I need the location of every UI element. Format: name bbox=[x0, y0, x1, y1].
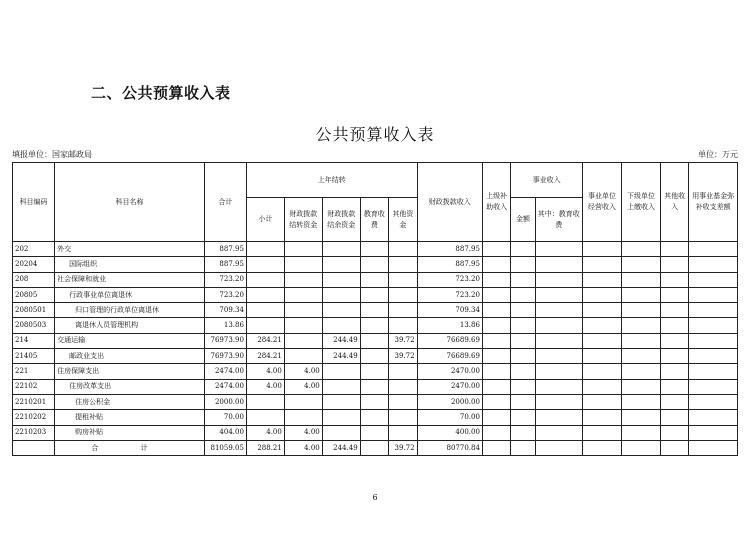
cell-carry-fiscal bbox=[284, 333, 322, 348]
cell-empty bbox=[660, 394, 688, 409]
cell-empty bbox=[621, 303, 660, 318]
cell-empty bbox=[660, 410, 688, 425]
cell-carry-other bbox=[389, 425, 417, 440]
cell-carry-subtotal: 284.21 bbox=[246, 333, 284, 348]
cell-empty bbox=[511, 257, 535, 272]
cell-empty bbox=[535, 272, 582, 287]
cell-empty bbox=[482, 425, 510, 440]
table-row bbox=[13, 257, 738, 272]
cell-carry-fiscal bbox=[284, 287, 322, 302]
cell-name: 国际组织 bbox=[55, 257, 205, 272]
table-row bbox=[13, 318, 738, 333]
cell-total: 76973.90 bbox=[204, 333, 246, 348]
table-row bbox=[13, 242, 738, 257]
total-label: 合 计 bbox=[55, 440, 205, 455]
header-total: 合计 bbox=[204, 163, 246, 242]
page-number: 6 bbox=[372, 493, 378, 502]
cell-code: 202 bbox=[13, 242, 55, 257]
cell-empty bbox=[621, 349, 660, 364]
cell-empty bbox=[482, 410, 510, 425]
cell-empty bbox=[689, 257, 738, 272]
cell-empty bbox=[689, 318, 738, 333]
cell-carry-edu bbox=[360, 425, 388, 440]
cell-carry-edu bbox=[360, 394, 388, 409]
cell-empty bbox=[482, 333, 510, 348]
cell-empty bbox=[660, 333, 688, 348]
cell-empty bbox=[621, 318, 660, 333]
cell-carry-other bbox=[389, 257, 417, 272]
cell-name: 住房改革支出 bbox=[55, 379, 205, 394]
cell-total: 2474.00 bbox=[204, 379, 246, 394]
table-row bbox=[13, 333, 738, 348]
cell-carry-fiscal-balance bbox=[322, 364, 360, 379]
cell-fiscal: 80770.84 bbox=[417, 440, 482, 455]
cell-name: 提租补贴 bbox=[55, 410, 205, 425]
budget-table bbox=[12, 162, 738, 456]
table-title: 公共预算收入表 bbox=[315, 125, 435, 144]
cell-empty bbox=[482, 379, 510, 394]
cell-empty bbox=[689, 349, 738, 364]
cell-fiscal: 13.86 bbox=[417, 318, 482, 333]
table-row bbox=[13, 287, 738, 302]
cell-empty bbox=[582, 410, 621, 425]
cell-empty bbox=[482, 349, 510, 364]
cell-fiscal: 76689.69 bbox=[417, 349, 482, 364]
fill-unit: 填报单位：国家邮政局 bbox=[12, 150, 92, 159]
cell-code: 2210202 bbox=[13, 410, 55, 425]
table-row bbox=[13, 349, 738, 364]
cell-fiscal: 400.00 bbox=[417, 425, 482, 440]
cell-empty bbox=[482, 257, 510, 272]
cell-carry-other: 39.72 bbox=[389, 349, 417, 364]
cell-empty bbox=[660, 425, 688, 440]
header-carry-fiscal: 财政拨款结转资金 bbox=[284, 198, 322, 242]
cell-carry-fiscal bbox=[284, 394, 322, 409]
cell-total: 81059.05 bbox=[204, 440, 246, 455]
cell-carry-fiscal bbox=[284, 303, 322, 318]
cell-empty bbox=[621, 394, 660, 409]
cell-total: 13.86 bbox=[204, 318, 246, 333]
cell-empty bbox=[660, 242, 688, 257]
cell-carry-edu bbox=[360, 333, 388, 348]
table-row bbox=[13, 379, 738, 394]
cell-code: 221 bbox=[13, 364, 55, 379]
cell-empty bbox=[621, 425, 660, 440]
cell-empty bbox=[482, 440, 510, 455]
cell-empty bbox=[582, 287, 621, 302]
cell-empty bbox=[535, 333, 582, 348]
cell-fiscal: 2000.00 bbox=[417, 394, 482, 409]
table-row bbox=[13, 394, 738, 409]
cell-code: 208 bbox=[13, 272, 55, 287]
cell-name: 购房补贴 bbox=[55, 425, 205, 440]
cell-empty bbox=[13, 440, 55, 455]
cell-empty bbox=[660, 440, 688, 455]
section-title: 二、公共预算收入表 bbox=[91, 84, 231, 102]
header-superior: 上级补助收入 bbox=[482, 163, 510, 242]
table-row bbox=[13, 303, 738, 318]
cell-carry-fiscal-balance bbox=[322, 257, 360, 272]
cell-fiscal: 887.95 bbox=[417, 257, 482, 272]
table-row bbox=[13, 410, 738, 425]
cell-empty bbox=[535, 257, 582, 272]
cell-carry-fiscal-balance bbox=[322, 272, 360, 287]
total-row bbox=[13, 440, 738, 455]
cell-total: 723.20 bbox=[204, 272, 246, 287]
cell-fiscal: 2470.00 bbox=[417, 379, 482, 394]
cell-name: 行政事业单位离退休 bbox=[55, 287, 205, 302]
cell-total: 2474.00 bbox=[204, 364, 246, 379]
cell-empty bbox=[482, 364, 510, 379]
cell-name: 交通运输 bbox=[55, 333, 205, 348]
cell-empty bbox=[482, 287, 510, 302]
cell-empty bbox=[535, 303, 582, 318]
cell-empty bbox=[535, 425, 582, 440]
header-carry-subtotal: 小计 bbox=[246, 198, 284, 242]
header-fund: 用事业基金弥补收支差额 bbox=[689, 163, 738, 242]
cell-empty bbox=[582, 349, 621, 364]
cell-carry-other bbox=[389, 379, 417, 394]
cell-carry-edu bbox=[360, 440, 388, 455]
cell-name: 邮政业支出 bbox=[55, 349, 205, 364]
cell-empty bbox=[621, 379, 660, 394]
cell-carry-other bbox=[389, 410, 417, 425]
cell-carry-subtotal bbox=[246, 272, 284, 287]
header-code: 科目编码 bbox=[13, 163, 55, 242]
cell-empty bbox=[535, 394, 582, 409]
cell-fiscal: 723.20 bbox=[417, 272, 482, 287]
table-body bbox=[13, 242, 738, 456]
cell-total: 76973.90 bbox=[204, 349, 246, 364]
cell-carry-subtotal bbox=[246, 287, 284, 302]
cell-carry-fiscal bbox=[284, 318, 322, 333]
cell-empty bbox=[660, 364, 688, 379]
cell-fiscal: 76689.69 bbox=[417, 333, 482, 348]
cell-carry-fiscal-balance bbox=[322, 425, 360, 440]
cell-empty bbox=[660, 318, 688, 333]
cell-empty bbox=[511, 303, 535, 318]
cell-carry-subtotal: 4.00 bbox=[246, 425, 284, 440]
cell-carry-edu bbox=[360, 318, 388, 333]
cell-empty bbox=[511, 272, 535, 287]
cell-empty bbox=[582, 242, 621, 257]
cell-empty bbox=[582, 364, 621, 379]
cell-carry-fiscal: 4.00 bbox=[284, 379, 322, 394]
cell-empty bbox=[689, 272, 738, 287]
cell-empty bbox=[511, 349, 535, 364]
header-carryover: 上年结转 bbox=[246, 163, 417, 198]
cell-carry-fiscal-balance: 244.49 bbox=[322, 440, 360, 455]
cell-carry-fiscal-balance: 244.49 bbox=[322, 333, 360, 348]
cell-carry-subtotal bbox=[246, 394, 284, 409]
cell-empty bbox=[582, 257, 621, 272]
cell-carry-fiscal: 4.00 bbox=[284, 425, 322, 440]
cell-carry-fiscal bbox=[284, 410, 322, 425]
cell-carry-edu bbox=[360, 257, 388, 272]
cell-carry-fiscal bbox=[284, 242, 322, 257]
cell-carry-other bbox=[389, 364, 417, 379]
cell-name: 社会保障和就业 bbox=[55, 272, 205, 287]
cell-carry-fiscal-balance: 244.49 bbox=[322, 349, 360, 364]
cell-empty bbox=[535, 410, 582, 425]
cell-fiscal: 887.95 bbox=[417, 242, 482, 257]
cell-carry-subtotal: 288.21 bbox=[246, 440, 284, 455]
cell-carry-edu bbox=[360, 379, 388, 394]
cell-empty bbox=[535, 287, 582, 302]
cell-carry-other bbox=[389, 318, 417, 333]
cell-carry-fiscal: 4.00 bbox=[284, 364, 322, 379]
cell-carry-fiscal bbox=[284, 257, 322, 272]
cell-carry-other bbox=[389, 303, 417, 318]
cell-carry-other bbox=[389, 242, 417, 257]
cell-carry-subtotal: 4.00 bbox=[246, 364, 284, 379]
cell-carry-fiscal-balance bbox=[322, 287, 360, 302]
cell-empty bbox=[660, 257, 688, 272]
header-subordinate: 下级单位上缴收入 bbox=[621, 163, 660, 242]
cell-carry-edu bbox=[360, 272, 388, 287]
cell-empty bbox=[511, 394, 535, 409]
header-carry-fiscal-balance: 财政拨款结余资金 bbox=[322, 198, 360, 242]
cell-carry-fiscal bbox=[284, 272, 322, 287]
cell-empty bbox=[689, 333, 738, 348]
table-row bbox=[13, 272, 738, 287]
cell-empty bbox=[689, 410, 738, 425]
cell-code: 2210201 bbox=[13, 394, 55, 409]
cell-empty bbox=[582, 333, 621, 348]
cell-name: 离退休人员管理机构 bbox=[55, 318, 205, 333]
cell-carry-other bbox=[389, 287, 417, 302]
cell-code: 22102 bbox=[13, 379, 55, 394]
cell-empty bbox=[511, 287, 535, 302]
cell-total: 887.95 bbox=[204, 242, 246, 257]
cell-empty bbox=[535, 364, 582, 379]
cell-empty bbox=[582, 394, 621, 409]
cell-carry-other: 39.72 bbox=[389, 333, 417, 348]
cell-total: 70.00 bbox=[204, 410, 246, 425]
cell-carry-subtotal bbox=[246, 318, 284, 333]
cell-carry-other bbox=[389, 394, 417, 409]
header-carry-other: 其他资金 bbox=[389, 198, 417, 242]
cell-carry-subtotal bbox=[246, 257, 284, 272]
cell-empty bbox=[582, 303, 621, 318]
cell-empty bbox=[689, 394, 738, 409]
cell-total: 709.34 bbox=[204, 303, 246, 318]
cell-carry-subtotal: 4.00 bbox=[246, 379, 284, 394]
cell-empty bbox=[582, 272, 621, 287]
cell-empty bbox=[689, 303, 738, 318]
cell-empty bbox=[511, 364, 535, 379]
cell-empty bbox=[535, 242, 582, 257]
cell-empty bbox=[511, 440, 535, 455]
cell-empty bbox=[482, 242, 510, 257]
cell-carry-subtotal bbox=[246, 303, 284, 318]
cell-fiscal: 70.00 bbox=[417, 410, 482, 425]
cell-empty bbox=[582, 440, 621, 455]
cell-carry-other bbox=[389, 272, 417, 287]
cell-carry-edu bbox=[360, 364, 388, 379]
cell-fiscal: 709.34 bbox=[417, 303, 482, 318]
cell-carry-fiscal-balance bbox=[322, 410, 360, 425]
cell-empty bbox=[689, 242, 738, 257]
cell-empty bbox=[535, 349, 582, 364]
cell-carry-subtotal: 284.21 bbox=[246, 349, 284, 364]
cell-empty bbox=[582, 425, 621, 440]
cell-empty bbox=[511, 242, 535, 257]
cell-code: 2210203 bbox=[13, 425, 55, 440]
table-row bbox=[13, 425, 738, 440]
cell-code: 21405 bbox=[13, 349, 55, 364]
cell-code: 2080503 bbox=[13, 318, 55, 333]
cell-name: 住房公积金 bbox=[55, 394, 205, 409]
cell-empty bbox=[535, 379, 582, 394]
cell-empty bbox=[660, 303, 688, 318]
cell-carry-subtotal bbox=[246, 410, 284, 425]
cell-carry-fiscal-balance bbox=[322, 394, 360, 409]
cell-carry-fiscal-balance bbox=[322, 379, 360, 394]
cell-carry-edu bbox=[360, 410, 388, 425]
table-header bbox=[13, 163, 738, 242]
cell-empty bbox=[689, 379, 738, 394]
cell-code: 214 bbox=[13, 333, 55, 348]
cell-total: 2000.00 bbox=[204, 394, 246, 409]
cell-empty bbox=[621, 410, 660, 425]
header-business-edu: 其中：教育收费 bbox=[535, 198, 582, 242]
cell-empty bbox=[511, 425, 535, 440]
header-fiscal: 财政拨款收入 bbox=[417, 163, 482, 242]
header-name: 科目名称 bbox=[55, 163, 205, 242]
cell-name: 归口管理的行政单位离退休 bbox=[55, 303, 205, 318]
unit-label: 单位：万元 bbox=[698, 150, 738, 159]
cell-carry-edu bbox=[360, 287, 388, 302]
cell-empty bbox=[511, 410, 535, 425]
cell-name: 外交 bbox=[55, 242, 205, 257]
cell-empty bbox=[621, 257, 660, 272]
cell-empty bbox=[511, 333, 535, 348]
cell-empty bbox=[582, 379, 621, 394]
cell-empty bbox=[482, 303, 510, 318]
cell-code: 20204 bbox=[13, 257, 55, 272]
cell-empty bbox=[511, 379, 535, 394]
header-business: 事业收入 bbox=[511, 163, 583, 198]
cell-fiscal: 2470.00 bbox=[417, 364, 482, 379]
cell-empty bbox=[621, 287, 660, 302]
cell-empty bbox=[482, 318, 510, 333]
cell-empty bbox=[621, 242, 660, 257]
cell-name: 住房保障支出 bbox=[55, 364, 205, 379]
cell-total: 723.20 bbox=[204, 287, 246, 302]
cell-empty bbox=[621, 440, 660, 455]
table-row bbox=[13, 364, 738, 379]
cell-empty bbox=[621, 364, 660, 379]
cell-empty bbox=[535, 318, 582, 333]
cell-empty bbox=[660, 379, 688, 394]
cell-carry-subtotal bbox=[246, 242, 284, 257]
cell-empty bbox=[482, 272, 510, 287]
cell-carry-edu bbox=[360, 242, 388, 257]
cell-total: 887.95 bbox=[204, 257, 246, 272]
cell-carry-fiscal bbox=[284, 349, 322, 364]
cell-carry-edu bbox=[360, 349, 388, 364]
cell-empty bbox=[689, 440, 738, 455]
cell-empty bbox=[621, 333, 660, 348]
cell-empty bbox=[535, 440, 582, 455]
cell-carry-fiscal-balance bbox=[322, 242, 360, 257]
cell-total: 404.00 bbox=[204, 425, 246, 440]
cell-carry-other: 39.72 bbox=[389, 440, 417, 455]
header-business-amount: 金额 bbox=[511, 198, 535, 242]
cell-empty bbox=[511, 318, 535, 333]
cell-empty bbox=[482, 394, 510, 409]
header-carry-edu: 教育收费 bbox=[360, 198, 388, 242]
cell-empty bbox=[689, 364, 738, 379]
cell-code: 2080501 bbox=[13, 303, 55, 318]
cell-empty bbox=[689, 425, 738, 440]
cell-empty bbox=[689, 287, 738, 302]
cell-empty bbox=[582, 318, 621, 333]
cell-code: 20805 bbox=[13, 287, 55, 302]
cell-carry-fiscal-balance bbox=[322, 303, 360, 318]
cell-empty bbox=[660, 272, 688, 287]
cell-carry-edu bbox=[360, 303, 388, 318]
cell-empty bbox=[660, 287, 688, 302]
header-other: 其他收入 bbox=[660, 163, 688, 242]
cell-fiscal: 723.20 bbox=[417, 287, 482, 302]
cell-carry-fiscal: 4.00 bbox=[284, 440, 322, 455]
cell-carry-fiscal-balance bbox=[322, 318, 360, 333]
cell-empty bbox=[660, 349, 688, 364]
cell-empty bbox=[621, 272, 660, 287]
header-operating: 事业单位经营收入 bbox=[582, 163, 621, 242]
